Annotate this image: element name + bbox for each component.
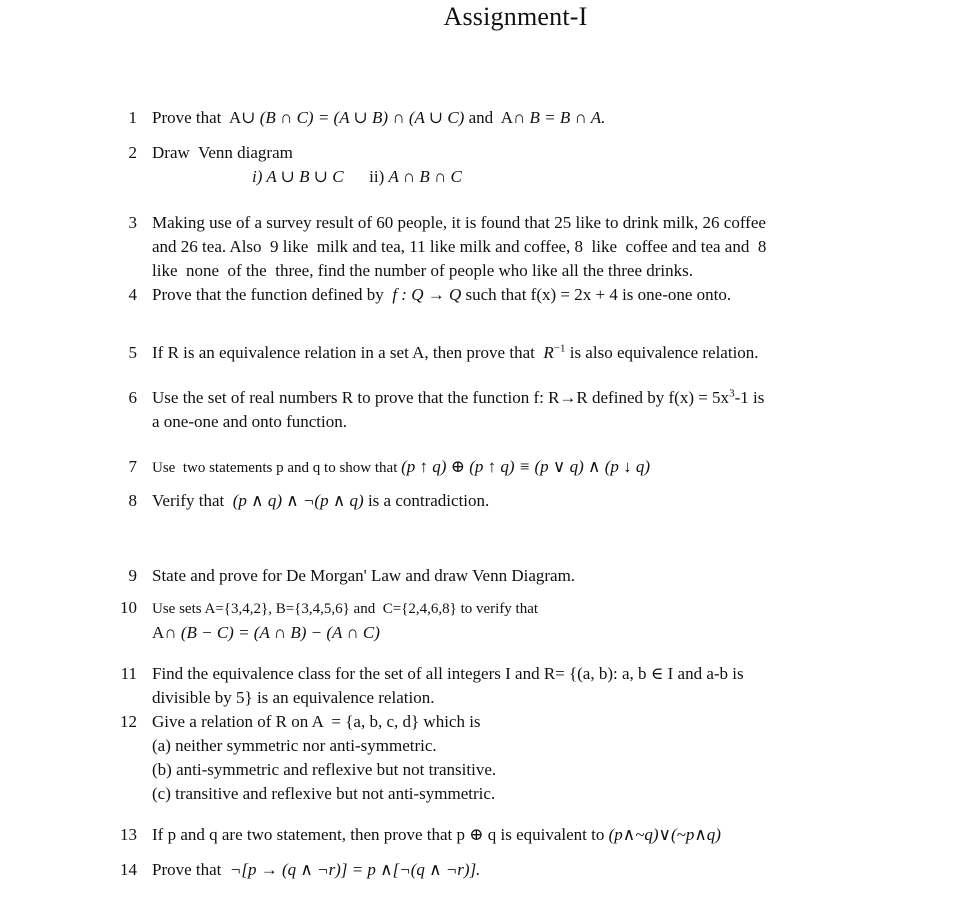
math-fragment: (B ∩ C) = (A ∪ B) ∩ (A ∪ C)	[259, 108, 465, 127]
text-fragment: a one-one and onto function.	[152, 412, 347, 431]
item-text-line	[152, 686, 915, 710]
item-text	[152, 489, 915, 513]
item-text-line	[152, 235, 915, 259]
item-text-line	[152, 141, 915, 165]
text-fragment: If p and q are two statement, then prove that p ⊕ q is equivalent to	[152, 825, 609, 844]
text-fragment: Find the equivalence class for the set of all integers I and R= {(a, b): a, b ∈ I and a-b is	[152, 664, 744, 683]
item-text	[152, 106, 915, 130]
assignment-list	[105, 106, 915, 882]
item-text-line	[152, 782, 915, 806]
assignment-item-7	[105, 455, 915, 480]
item-text	[152, 662, 915, 710]
item-text-line	[152, 259, 915, 283]
item-text	[152, 283, 915, 307]
math-fragment: A ∩ B ∩ C	[388, 167, 462, 186]
item-text	[152, 211, 915, 283]
item-text	[152, 858, 915, 882]
item-text-line	[152, 662, 915, 686]
text-fragment: If R is an equivalence relation in a set A, then prove that	[152, 343, 544, 362]
text-fragment: divisible by 5} is an equivalence relation.	[152, 688, 435, 707]
text-fragment: Use the set of real numbers R to prove that the function f: R→R defined by f(x) = 5x	[152, 388, 730, 407]
item-text	[152, 564, 915, 588]
item-number: 13	[120, 825, 137, 844]
text-fragment: (b) anti-symmetric and reflexive but not transitive.	[152, 760, 497, 779]
item-number: 11	[120, 664, 137, 683]
item-number: 6	[128, 388, 137, 407]
assignment-item-9	[105, 564, 915, 588]
item-number: 12	[120, 712, 137, 731]
item-number: 1	[128, 108, 137, 127]
item-text	[152, 341, 915, 365]
math-fragment: R	[543, 343, 554, 362]
text-fragment: Verify that	[152, 491, 233, 510]
item-number: 9	[128, 566, 137, 585]
text-fragment: (c) transitive and reflexive but not anti-symmetric.	[152, 784, 496, 803]
item-number: 10	[120, 598, 137, 617]
item-text-line	[152, 734, 915, 758]
text-fragment: -1 is	[734, 388, 765, 407]
item-text-line	[152, 758, 915, 782]
assignment-item-10	[105, 596, 915, 645]
item-text-line	[152, 386, 915, 410]
page-title: Assignment-I	[443, 2, 588, 31]
item-number: 8	[128, 491, 137, 510]
assignment-item-11	[105, 662, 915, 710]
item-text-line	[152, 106, 915, 130]
math-fragment: −1	[553, 342, 566, 355]
item-text-line	[152, 596, 915, 621]
item-text-line	[152, 489, 915, 513]
assignment-item-4	[105, 283, 915, 307]
math-fragment: i)	[252, 167, 267, 186]
text-fragment: ii)	[343, 167, 389, 186]
item-text-line	[152, 823, 915, 847]
text-fragment: Give a relation of R on A = {a, b, c, d} which is	[152, 712, 481, 731]
assignment-item-1	[105, 106, 915, 130]
text-fragment: Making use of a survey result of 60 people, it is found that 25 like to drink milk, 26 coffee	[152, 213, 766, 232]
item-text	[152, 823, 915, 847]
assignment-item-13	[105, 823, 915, 847]
text-fragment: (a) neither symmetric nor anti-symmetric.	[152, 736, 437, 755]
math-fragment: f : Q → Q	[392, 285, 462, 304]
item-text	[152, 386, 915, 434]
item-text-line	[152, 564, 915, 588]
text-fragment: and 26 tea. Also 9 like milk and tea, 11 like milk and coffee, 8 like coffee and tea and 8	[152, 237, 767, 256]
item-text-line	[152, 621, 915, 645]
text-fragment: Prove that A∪	[152, 108, 260, 127]
item-text-line	[152, 341, 915, 365]
text-fragment: Prove that	[152, 860, 230, 879]
item-number: 7	[128, 457, 137, 476]
assignment-item-8	[105, 489, 915, 513]
math-fragment: (B − C) = (A ∩ B) − (A ∩ C)	[180, 623, 380, 642]
math-fragment: 3	[729, 387, 735, 400]
text-fragment: Draw Venn diagram	[152, 143, 293, 162]
assignment-item-3	[105, 211, 915, 283]
text-fragment: A∩	[152, 623, 181, 642]
text-fragment: and A∩	[464, 108, 530, 127]
item-text-line	[152, 858, 915, 882]
math-fragment: ¬[p → (q ∧ ¬r)] = p ∧[¬(q ∧ ¬r)].	[229, 860, 481, 879]
text-fragment: is a contradiction.	[363, 491, 490, 510]
item-text-line	[152, 455, 915, 480]
item-text-line	[152, 710, 915, 734]
item-number: 2	[128, 143, 137, 162]
item-text-line	[152, 283, 915, 307]
text-fragment: Use two statements p and q to show that	[152, 460, 402, 476]
item-text-line	[152, 410, 915, 434]
text-fragment: Use sets A={3,4,2}, B={3,4,5,6} and C={2,4,6,8} to verify that	[152, 601, 539, 617]
math-fragment: B = B ∩ A.	[529, 108, 606, 127]
text-fragment: such that f(x) = 2x + 4 is one-one onto.	[461, 285, 732, 304]
assignment-item-12	[105, 710, 915, 806]
assignment-item-2	[105, 141, 915, 189]
item-number: 4	[128, 285, 137, 304]
math-fragment: (p ↑ q) ⊕ (p ↑ q) ≡ (p ∨ q) ∧ (p ↓ q)	[401, 457, 651, 476]
assignment-item-6	[105, 386, 915, 434]
assignment-item-14	[105, 858, 915, 882]
math-fragment: (p∧~q)∨(~p∧q)	[608, 825, 721, 844]
item-text	[152, 596, 915, 645]
text-fragment: is also equivalence relation.	[565, 343, 759, 362]
item-number: 3	[128, 213, 137, 232]
item-number: 5	[128, 343, 137, 362]
item-text-line	[152, 165, 915, 189]
item-text-line	[152, 211, 915, 235]
item-number: 14	[120, 860, 137, 879]
math-fragment: A ∪ B ∪ C	[266, 167, 344, 186]
assignment-item-5	[105, 341, 915, 365]
text-fragment: like none of the three, find the number of people who like all the three drinks.	[152, 261, 694, 280]
text-fragment: Prove that the function defined by	[152, 285, 393, 304]
item-text	[152, 141, 915, 189]
item-text	[152, 710, 915, 806]
item-text	[152, 455, 915, 480]
text-fragment: State and prove for De Morgan' Law and draw Venn Diagram.	[152, 566, 576, 585]
math-fragment: (p ∧ q) ∧ ¬(p ∧ q)	[232, 491, 364, 510]
